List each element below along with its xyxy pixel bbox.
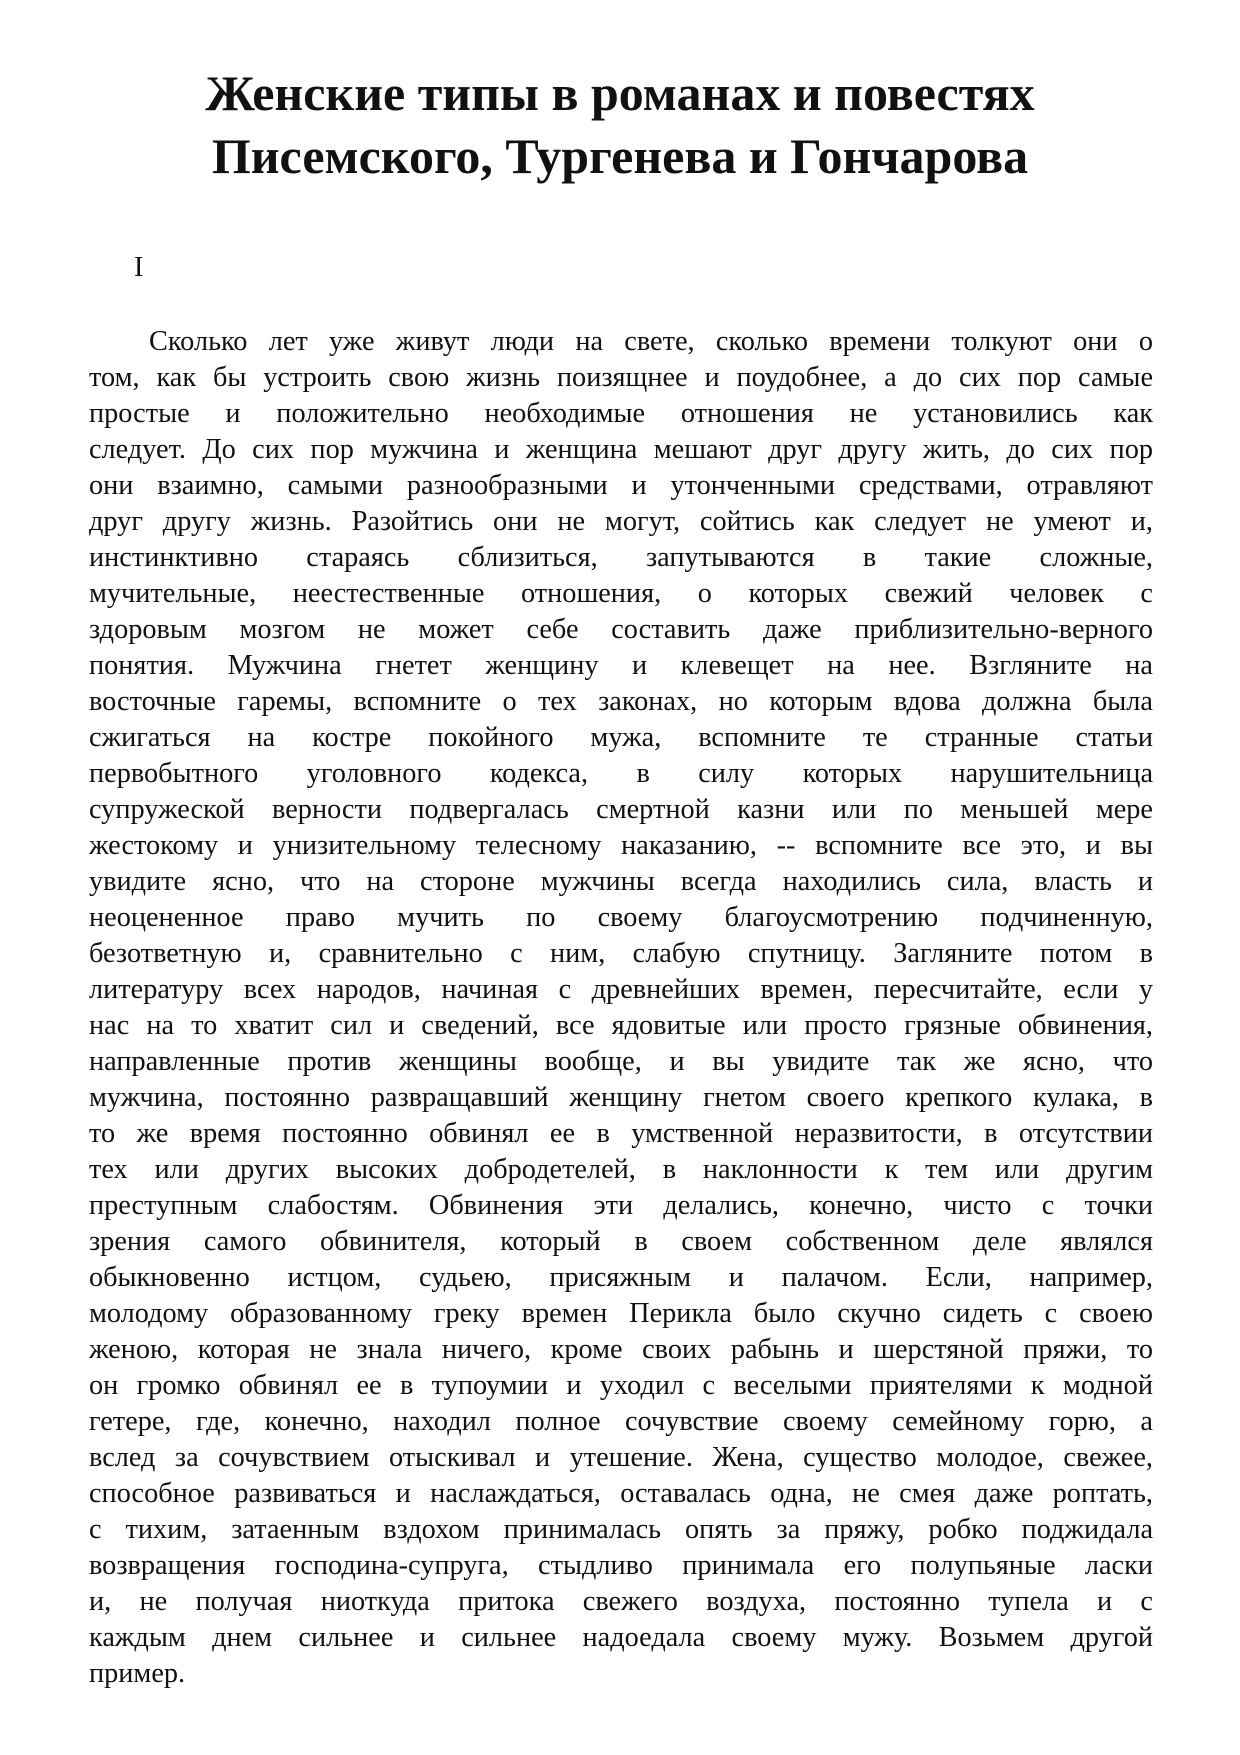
paragraph-line: зрения самого обвинителя, который в своем собственном деле являлся [89, 1226, 1153, 1257]
paragraph-line: каждым днем сильнее и сильнее надоедала своему мужу. Возьмем другой [89, 1622, 1153, 1653]
paragraph-line: Сколько лет уже живут люди на свете, сколько времени толкуют они о [149, 326, 1153, 357]
paragraph-line: обыкновенно истцом, судьею, присяжным и палачом. Если, например, [89, 1262, 1153, 1293]
paragraph-line: здоровым мозгом не может себе составить даже приблизительно-верного [89, 614, 1153, 645]
paragraph-line: сжигаться на костре покойного мужа, вспомните те странные статьи [89, 722, 1153, 753]
paragraph-line: женою, которая не знала ничего, кроме своих рабынь и шерстяной пряжи, то [89, 1334, 1153, 1365]
paragraph-line: молодому образованному греку времен Перикла было скучно сидеть с своею [89, 1298, 1153, 1329]
title-line-1: Женские типы в романах и повестях [205, 65, 1035, 121]
paragraph-line: восточные гаремы, вспомните о тех законах, но которым вдова должна была [89, 686, 1153, 717]
paragraph-line: и, не получая ниоткуда притока свежего воздуха, постоянно тупела и с [89, 1586, 1153, 1617]
paragraph-line: друг другу жизнь. Разойтись они не могут, сойтись как следует не умеют и, [89, 506, 1153, 537]
paragraph-line: супружеской верности подвергалась смертной казни или по меньшей мере [89, 794, 1153, 825]
paragraph-line: вслед за сочувствием отыскивал и утешение. Жена, существо молодое, свежее, [89, 1442, 1153, 1473]
paragraph-line: тех или других высоких добродетелей, в наклонности к тем или другим [89, 1154, 1153, 1185]
document-title [80, 62, 1160, 188]
paragraph-line: понятия. Мужчина гнетет женщину и клевещет на нее. Взгляните на [89, 650, 1153, 681]
paragraph-line: то же время постоянно обвинял ее в умственной неразвитости, в отсутствии [89, 1118, 1153, 1149]
paragraph-line: мужчина, постоянно развращавший женщину гнетом своего крепкого кулака, в [89, 1082, 1153, 1113]
paragraph-line: литературу всех народов, начиная с древнейших времен, пересчитайте, если у [89, 974, 1153, 1005]
paragraph-line: способное развиваться и наслаждаться, оставалась одна, не смея даже роптать, [89, 1478, 1153, 1509]
title-line-2: Писемского, Тургенева и Гончарова [211, 128, 1029, 184]
paragraph-line: он громко обвинял ее в тупоумии и уходил с веселыми приятелями к модной [89, 1370, 1153, 1401]
paragraph-line: безответную и, сравнительно с ним, слабую спутницу. Загляните потом в [89, 938, 1153, 969]
paragraph-line: увидите ясно, что на стороне мужчины всегда находились сила, власть и [89, 866, 1153, 897]
paragraph-line: преступным слабостям. Обвинения эти делались, конечно, чисто с точки [89, 1190, 1153, 1221]
section-number: I [134, 252, 144, 283]
body-paragraph [89, 324, 1153, 1692]
paragraph-line: возвращения господина-супруга, стыдливо принимала его полупьяные ласки [89, 1550, 1153, 1581]
paragraph-line: гетере, где, конечно, находил полное сочувствие своему семейному горю, а [89, 1406, 1153, 1437]
paragraph-line: первобытного уголовного кодекса, в силу которых нарушительница [89, 758, 1153, 789]
paragraph-line: том, как бы устроить свою жизнь поизящнее и поудобнее, а до сих пор самые [89, 362, 1153, 393]
paragraph-line: пример. [89, 1658, 186, 1689]
paragraph-line: неоцененное право мучить по своему благоусмотрению подчиненную, [89, 902, 1153, 933]
paragraph-line: мучительные, неестественные отношения, о которых свежий человек с [89, 578, 1153, 609]
paragraph-line: направленные против женщины вообще, и вы увидите так же ясно, что [89, 1046, 1153, 1077]
paragraph-line: жестокому и унизительному телесному наказанию, -- вспомните все это, и вы [89, 830, 1153, 861]
paragraph-line: они взаимно, самыми разнообразными и утонченными средствами, отравляют [89, 470, 1153, 501]
paragraph-line: с тихим, затаенным вздохом принималась опять за пряжу, робко поджидала [89, 1514, 1153, 1545]
paragraph-line: простые и положительно необходимые отношения не установились как [89, 398, 1153, 429]
paragraph-line: инстинктивно стараясь сблизиться, запутываются в такие сложные, [89, 542, 1153, 573]
paragraph-line: нас на то хватит сил и сведений, все ядовитые или просто грязные обвинения, [89, 1010, 1153, 1041]
paragraph-line: следует. До сих пор мужчина и женщина мешают друг другу жить, до сих пор [89, 434, 1153, 465]
